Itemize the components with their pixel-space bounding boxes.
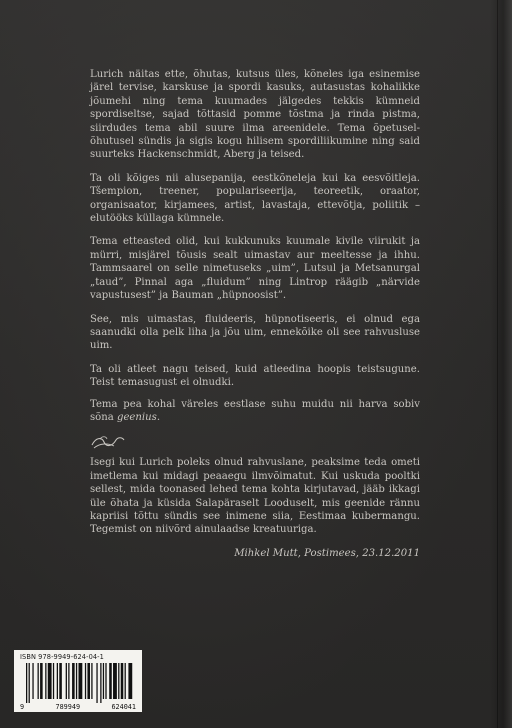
barcode-bar: [113, 663, 117, 699]
flourish-ornament-icon: [90, 434, 420, 450]
cover-edge: [497, 0, 498, 728]
barcode-bar: [29, 663, 30, 703]
barcode-digits-left: 789949: [55, 703, 81, 711]
blurb-paragraph-2: Ta oli kõiges nii alusepanija, eestkõneleja kui ka eesvõitleja. Tšempion, treener, populariseerija, teoreetik, oraator, organisaator, kirjamees, artist, lavastaja, ettevõtja, poliitik – elutööks küllaga kümnele.: [90, 172, 420, 225]
barcode-bar: [68, 663, 69, 699]
barcode-bar: [118, 663, 119, 699]
blurb-paragraph-1: Lurich näitas ette, õhutas, kutsus üles, kõneles iga esinemise järel tervise, karskuse ja spordi kasuks, autasustas kohalikke jõumehi ning tema kuumades jälgedes tekkis kümneid spordiseltse, sajad tõttasid pomme tõstma ja rinda pistma, siirdudes tema abil suure ilma areenidele. Tema õpetusel-õhutusel sündis ja sigis kogu hilisem spordiliikumine ning said suurteks Hackenschmidt, Aberg ja teised.: [90, 69, 420, 161]
barcode-digits-right: 624041: [111, 703, 136, 711]
blurb-paragraph-6-text: Tema pea kohal väreles eestlase suhu muidu nii harva sobiv sõna: [90, 398, 420, 423]
blurb-paragraph-4: See, mis uimastas, fluideeris, hüpnotiseeris, ei olnud ega saanudki olla pelk liha ja jõu uim, ennekõike oli see rahvusluse uim.: [90, 313, 420, 352]
barcode-bars: [20, 663, 136, 703]
review-quote: Isegi kui Lurich poleks olnud rahvuslane, peaksime teda ometi imetlema kui midagi peaaegu ilmvõimatut. Kui uskuda pooltki sellest, mida toonased lehed tema kohta kirjutavad, jääb ikkagi üle õhata ja küsida Salapäraselt Looduselt, mis geenide rännu kapriisi tõttu sündis see inimene siia, Eestimaa kubermangu. Tegemist on niivõrd ainulaadse kreatuuriga.: [90, 457, 420, 536]
barcode-bar: [105, 663, 106, 699]
barcode-bar: [40, 663, 43, 699]
barcode-bar: [96, 663, 97, 703]
barcode-bar: [78, 663, 82, 699]
blurb-paragraph-5: Ta oli atleet nagu teised, kuid atleedina hoopis teistsugune. Teist temasugust ei olnudki.: [90, 363, 420, 389]
barcode-digits: [20, 703, 136, 711]
quote-source: Mihkel Mutt, Postimees, 23.12.2011: [234, 547, 420, 559]
barcode-bar: [100, 663, 101, 703]
spine-shadow: [490, 0, 512, 728]
barcode-bar: [85, 663, 86, 699]
barcode-bar: [59, 663, 62, 699]
isbn-barcode: [14, 650, 142, 712]
barcode-bar: [87, 663, 90, 699]
barcode-bar: [38, 663, 39, 699]
barcode-bar: [109, 663, 112, 699]
barcode-bar: [32, 663, 33, 699]
barcode-bar: [48, 663, 52, 699]
barcode-bar: [76, 663, 77, 699]
barcode-digit-first: 9: [20, 703, 25, 711]
barcode-bar: [53, 663, 54, 699]
blurb-text: [90, 68, 420, 560]
blurb-paragraph-6: [90, 398, 420, 425]
barcode-bar: [128, 663, 132, 699]
genius-word: geenius.: [117, 411, 161, 423]
barcode-bar: [45, 663, 46, 699]
barcode-bar: [72, 663, 75, 699]
barcode-bar: [66, 663, 67, 699]
barcode-bar: [57, 663, 58, 699]
barcode-bar: [103, 663, 104, 699]
isbn-label: ISBN 978-9949-624-04-1: [20, 653, 104, 661]
barcode-bar: [91, 663, 92, 699]
barcode-bar: [121, 663, 124, 699]
barcode-bar: [26, 663, 27, 703]
barcode-bar: [125, 663, 126, 699]
blurb-paragraph-3: Tema etteasted olid, kui kukkunuks kuumale kivile viirukit ja mürri, misjärel tõusis sealt uimastav aur meeltesse ja ihhu. Tammsaarel on selle nimetuseks „uim”, Lutsul ja Metsanurgal „taud”, Pinnal aga „fluidum” ning Lintrop räägib „närvide vapustusest” ja Bauman „hüpnoosist”.: [90, 236, 420, 302]
